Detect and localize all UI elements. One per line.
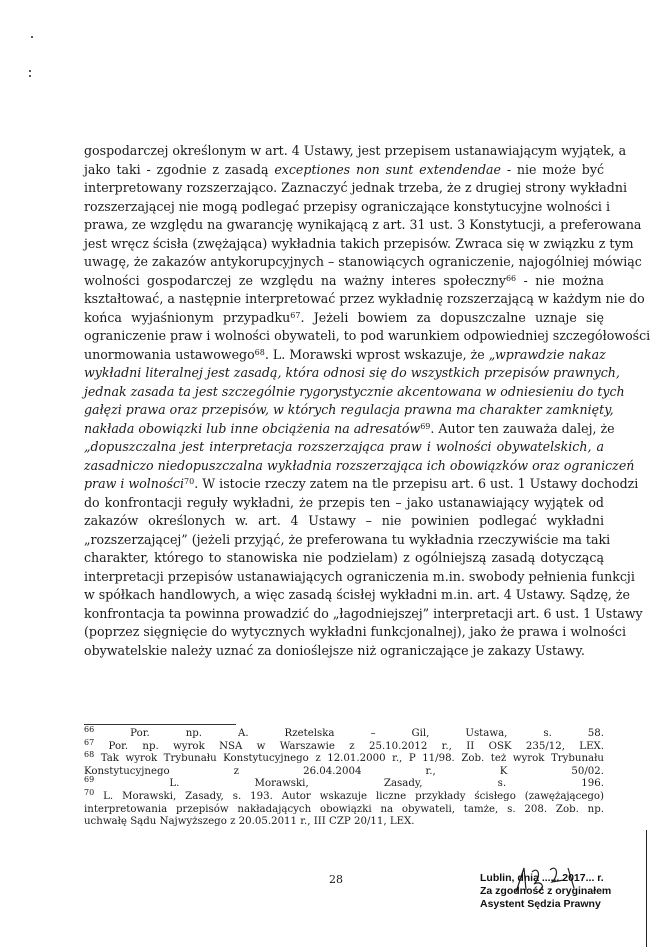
text-segment: gałęzi prawa oraz przepisów, w których regulacja prawna ma charakter zamknięty,	[84, 402, 614, 417]
text-line	[84, 161, 604, 180]
text-line	[84, 512, 604, 531]
text-line	[84, 346, 604, 365]
footnote-ref: 70	[84, 787, 95, 797]
footnote-ref: 68	[254, 347, 265, 357]
text-segment: unormowania ustawowego	[84, 346, 255, 362]
footnotes	[84, 725, 604, 829]
stamp-date-line: Lublin, dnia ...... 2017... r.	[480, 872, 604, 884]
footnote-line	[84, 775, 604, 791]
text-line	[84, 198, 610, 217]
text-line	[84, 364, 620, 383]
text-segment: Por. np. A. Rzetelska – Gil, Ustawa, s. 58.	[94, 728, 604, 739]
text-segment: w spółkach handlowych, a więc zasadą ścisłej wykładni m.in. art. 4 Ustawy. Sądzę, że	[84, 587, 630, 602]
text-segment: kształtować, a następnie interpretować przez wykładnię rozszerzającą w każdym nie do	[84, 291, 645, 306]
text-segment: wolności gospodarczej ze względu na ważny interes społeczny	[84, 272, 506, 288]
text-segment: ograniczenie praw i wolności obywateli, to pod warunkiem odpowiedniej szczegółowości	[84, 328, 651, 343]
footnote-separator	[84, 724, 236, 725]
text-segment: nakłada obowiązki lub inne obciążenia na adresatów	[84, 420, 421, 436]
footnote-ref: 70	[184, 477, 195, 486]
text-segment: interpretowania przepisów nakładających obowiązki na obywateli, tamże, s. 208. Zob. np.	[84, 803, 604, 815]
text-segment: zasadniczo niedopuszczalna wykładnia rozszerzająca ich obowiązków oraz ograniczeń	[84, 457, 635, 473]
text-line	[84, 420, 615, 439]
text-segment: uchwałę Sądu Najwyższego z 20.05.2011 r., III CZP 20/11, LEX.	[84, 816, 415, 828]
text-line	[84, 586, 630, 605]
footnote-ref: 67	[84, 737, 95, 747]
text-line	[84, 309, 604, 328]
text-segment: Por. np. wyrok NSA w Warszawie z 25.10.2012 r., II OSK 235/12, LEX.	[94, 740, 604, 752]
scan-speck	[31, 36, 33, 38]
text-line	[84, 494, 604, 513]
text-line	[84, 642, 604, 661]
text-segment: exceptiones non sunt extendendae	[274, 161, 502, 177]
text-segment: jest wręcz ścisła (zwężająca) wykładnia takich przepisów. Zwraca się w związku z tym	[84, 235, 634, 251]
stamp-certify-line: Za zgodność z oryginałem	[480, 885, 612, 897]
text-segment: interpretowany rozszerzająco. Zaznaczyć jednak trzeba, że z drugiej strony wykładni	[84, 180, 627, 195]
text-line	[84, 568, 635, 587]
footnote-ref: 69	[84, 775, 95, 785]
footnote-ref: 66	[505, 273, 517, 283]
footnote-ref: 69	[420, 421, 431, 431]
text-line	[84, 327, 651, 346]
text-line	[84, 216, 642, 235]
text-segment: . W istocie rzeczy zatem na tle przepisu art. 6 ust. 1 Ustawy dochodzi	[194, 476, 639, 491]
text-segment: Tak wyrok Trybunału Konstytucyjnego z 12.01.2000 r., P 11/98. Zob. też wyrok Trybunału	[94, 753, 604, 765]
text-segment: Konstytucyjnego z 26.04.2004 r., K 50/02.	[84, 765, 604, 777]
text-line	[84, 531, 611, 550]
text-segment: do konfrontacji reguły wykładni, że przepis ten – jako ustanawiający wyjątek od	[84, 494, 604, 510]
text-segment: końca wyjaśnionym przypadku	[84, 309, 291, 325]
footnote-line	[84, 725, 604, 741]
text-segment: uwagę, że zakazów antykorupcyjnych – stanowiących ograniczenie, najogólniej mówiąc	[84, 254, 642, 269]
footnote-line	[84, 787, 604, 804]
text-segment: rozszerzającej nie mogą podlegać przepisy ograniczające konstytucyjne wolności i	[84, 198, 610, 214]
footnote-line	[84, 750, 604, 766]
text-segment: gospodarczej określonym w art. 4 Ustawy, jest przepisem ustanawiającym wyjątek, a	[84, 143, 627, 158]
text-segment: charakter, którego to stanowiska nie podzielam) z ogólniejszą zasadą dotyczącą	[84, 550, 604, 565]
scan-speck	[29, 70, 31, 72]
text-segment: (poprzez sięgnięcie do wytycznych wykładni funkcjonalnej), jako że prawa i wolności	[84, 624, 626, 639]
text-segment: „dopuszczalna jest interpretacja rozszerzająca praw i wolności obywatelskich, a	[84, 439, 604, 454]
scan-edge	[646, 830, 647, 947]
footnote-line	[84, 766, 604, 779]
text-line	[84, 549, 604, 568]
text-line	[84, 272, 604, 291]
text-segment: „wprawdzie nakaz	[488, 346, 606, 362]
text-segment: L. Morawski, Zasady, s. 193. Autor wskazuje liczne przykłady ścisłego (zawężającego)	[94, 790, 604, 802]
text-segment: jednak zasada ta jest szczególnie rygorystycznie akcentowana w odniesieniu do tych	[84, 383, 625, 399]
footnote-line	[84, 804, 604, 817]
text-segment: praw i wolności	[84, 476, 185, 491]
text-line	[84, 457, 635, 476]
text-line	[84, 401, 614, 420]
text-segment: konfrontacja ta powinna prowadzić do „łagodniejszej” interpretacji art. 6 ust. 1 Ustawy	[84, 605, 643, 621]
footnote-line	[84, 737, 604, 754]
main-paragraph	[84, 142, 651, 660]
certification-stamp	[480, 872, 612, 910]
text-line	[84, 475, 639, 494]
text-segment: „rozszerzającej” (jeżeli przyjąć, że preferowana tu wykładnia rzeczywiście ma taki	[84, 531, 611, 547]
text-line	[84, 605, 643, 624]
stamp-cut-line: Asystent Sędzia Prawny	[480, 898, 601, 910]
text-line	[84, 142, 627, 161]
text-segment: L. Morawski, Zasady, s. 196.	[94, 778, 604, 790]
text-segment: - nie może być	[501, 161, 605, 177]
text-segment: - nie można	[516, 272, 604, 288]
page-number: 28	[329, 873, 343, 886]
text-segment: prawa, ze względu na gwarancję wynikającą z art. 31 ust. 3 Konstytucji, a preferowana	[84, 217, 642, 232]
text-line	[84, 290, 645, 309]
text-segment: jako taki - zgodnie z zasadą	[84, 161, 275, 177]
footnote-ref: 67	[290, 310, 301, 320]
text-segment: zakazów określonych w. art. 4 Ustawy – nie powinien podlegać wykładni	[84, 513, 604, 528]
text-line	[84, 253, 642, 272]
text-line	[84, 438, 604, 457]
scan-speck	[29, 75, 31, 77]
footnote-line	[84, 816, 604, 829]
text-line	[84, 383, 625, 402]
text-segment: wykładni literalnej jest zasadą, która odnosi się do wszystkich przepisów prawnych,	[84, 365, 620, 380]
text-line	[84, 179, 627, 198]
text-line	[84, 623, 626, 642]
text-segment: . L. Morawski wprost wskazuje, że	[264, 346, 489, 362]
footnote-ref: 68	[84, 750, 95, 760]
text-segment: obywatelskie należy uznać za donioślejsze niż ograniczające je zakazy Ustawy.	[84, 642, 585, 658]
footnote-ref: 66	[84, 725, 95, 734]
text-segment: . Autor ten zauważa dalej, że	[430, 420, 615, 436]
text-segment: interpretacji przepisów ustanawiających ograniczenia m.in. swobody pełnienia funkcji	[84, 568, 635, 584]
text-segment: . Jeżeli bowiem za dopuszczalne uznaje się	[300, 309, 604, 325]
text-line	[84, 235, 634, 254]
